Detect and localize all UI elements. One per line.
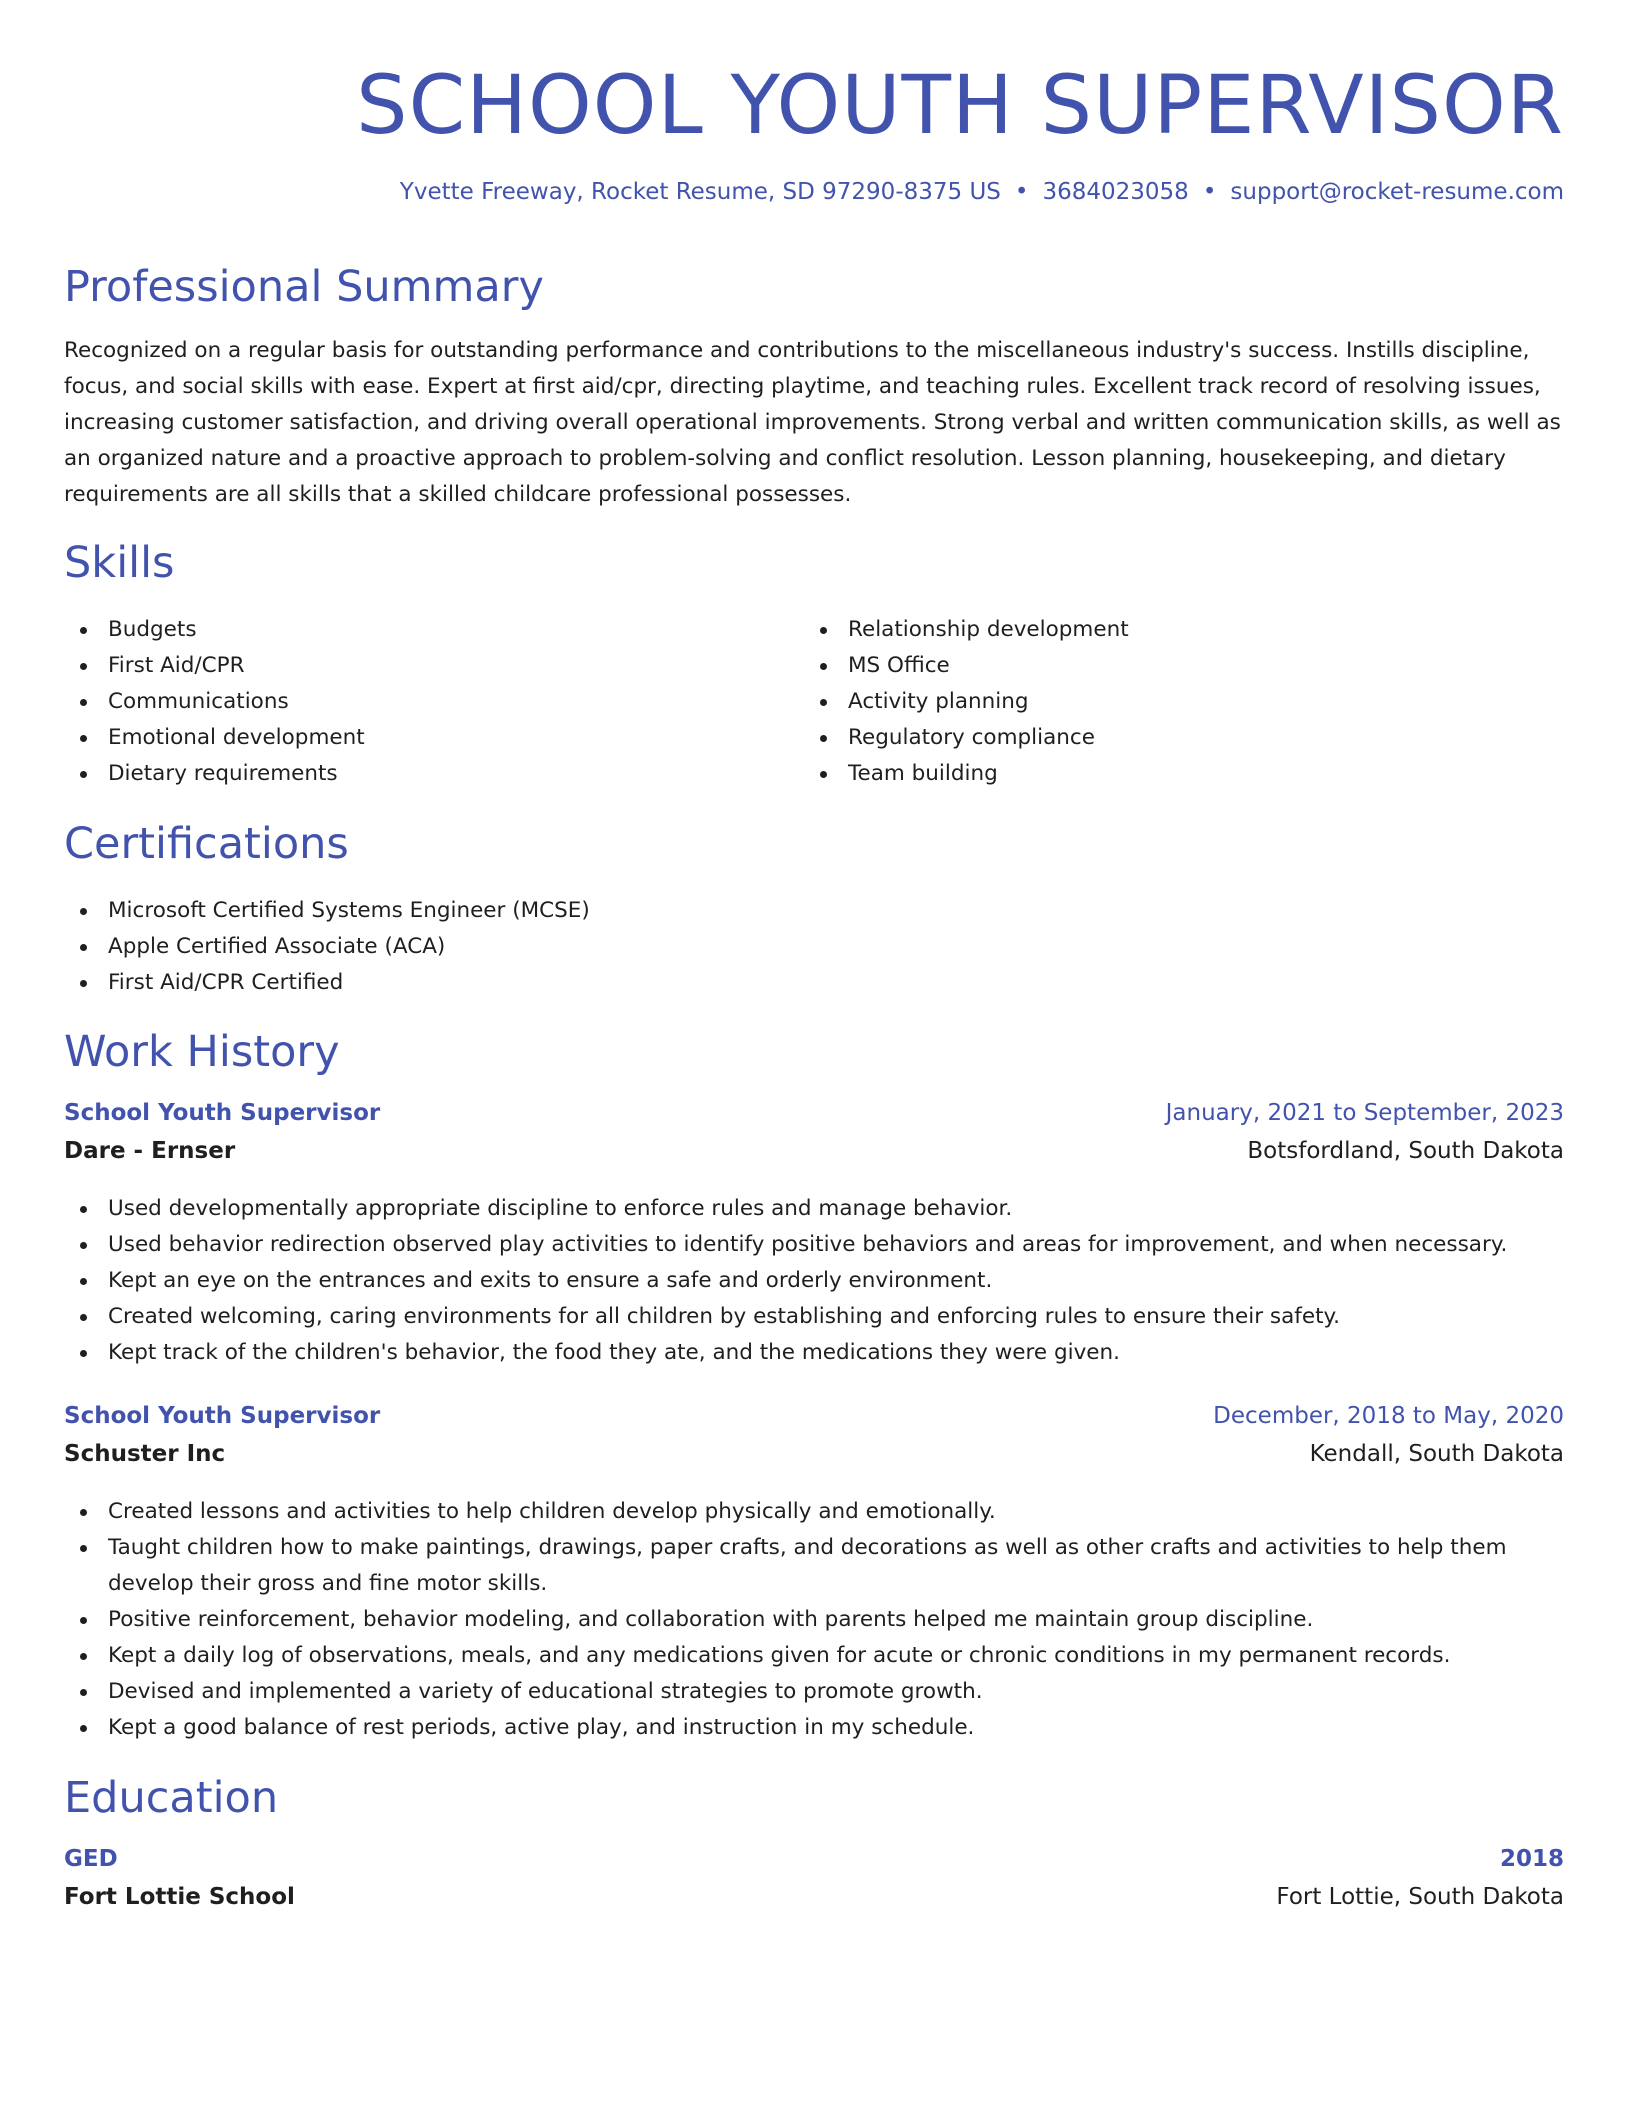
- job-bullet: Devised and implemented a variety of educational strategies to promote growth.: [64, 1674, 1564, 1710]
- job-bullet: Kept an eye on the entrances and exits to ensure a safe and orderly environment.: [64, 1263, 1564, 1299]
- skill-item: First Aid/CPR: [64, 648, 365, 684]
- job-bullet: Kept a daily log of observations, meals, and any medications given for acute or chronic conditions in my permanent records.: [64, 1638, 1564, 1674]
- skill-item: Regulatory compliance: [804, 720, 1129, 756]
- skill-item: Budgets: [64, 612, 365, 648]
- skill-item: Dietary requirements: [64, 756, 365, 792]
- education-year: 2018: [1499, 1846, 1564, 1872]
- contact-address: Yvette Freeway, Rocket Resume, SD 97290-8375 US: [399, 179, 1001, 205]
- certification-item: Microsoft Certified Systems Engineer (MCSE): [64, 893, 590, 929]
- contact-separator: •: [1202, 179, 1217, 205]
- contact-separator: •: [1014, 179, 1029, 205]
- job-dates: December, 2018 to May, 2020: [1213, 1403, 1564, 1429]
- education-school: Fort Lottie School: [64, 1884, 295, 1910]
- section-title-certifications: Certifications: [64, 819, 349, 869]
- resume-name: SCHOOL YOUTH SUPERVISOR: [356, 59, 1564, 153]
- section-title-work-history: Work History: [64, 1027, 340, 1077]
- education-location: Fort Lottie, South Dakota: [1276, 1884, 1564, 1910]
- job-location: Botsfordland, South Dakota: [1247, 1138, 1564, 1164]
- job-dates: January, 2021 to September, 2023: [1165, 1100, 1564, 1126]
- skills-list-left: [64, 612, 365, 792]
- job-title: School Youth Supervisor: [64, 1403, 381, 1429]
- job-bullet: Positive reinforcement, behavior modeling, and collaboration with parents helped me maintain group discipline.: [64, 1602, 1564, 1638]
- job-bullet: Kept a good balance of rest periods, active play, and instruction in my schedule.: [64, 1710, 1564, 1746]
- section-title-education: Education: [64, 1773, 279, 1823]
- section-title-skills: Skills: [64, 538, 175, 588]
- section-title-summary: Professional Summary: [64, 262, 544, 312]
- skills-list-right: [804, 612, 1129, 792]
- skill-item: Communications: [64, 684, 365, 720]
- job-bullet: Used developmentally appropriate discipline to enforce rules and manage behavior.: [64, 1191, 1564, 1227]
- education-degree: GED: [64, 1846, 118, 1872]
- skill-item: Emotional development: [64, 720, 365, 756]
- skill-item: Team building: [804, 756, 1129, 792]
- job-company: Schuster Inc: [64, 1441, 226, 1467]
- certification-item: First Aid/CPR Certified: [64, 965, 590, 1001]
- job-bullet: Used behavior redirection observed play activities to identify positive behaviors and areas for improvement, and when necessary.: [64, 1227, 1564, 1263]
- contact-email[interactable]: support@rocket-resume.com: [1230, 179, 1564, 205]
- skill-item: MS Office: [804, 648, 1129, 684]
- job-bullet: Created welcoming, caring environments for all children by establishing and enforcing rules to ensure their safety.: [64, 1299, 1564, 1335]
- contact-phone: 3684023058: [1042, 179, 1189, 205]
- job-bullets: [64, 1494, 1564, 1746]
- job-location: Kendall, South Dakota: [1309, 1441, 1564, 1467]
- job-company: Dare - Ernser: [64, 1138, 236, 1164]
- certification-item: Apple Certified Associate (ACA): [64, 929, 590, 965]
- skill-item: Activity planning: [804, 684, 1129, 720]
- job-bullet: Taught children how to make paintings, drawings, paper crafts, and decorations as well as other crafts and activities to help them develop their gross and fine motor skills.: [64, 1530, 1564, 1602]
- job-bullet: Created lessons and activities to help children develop physically and emotionally.: [64, 1494, 1564, 1530]
- job-title: School Youth Supervisor: [64, 1100, 381, 1126]
- skill-item: Relationship development: [804, 612, 1129, 648]
- certifications-list: [64, 893, 590, 1001]
- job-bullets: [64, 1191, 1564, 1371]
- resume-page: [64, 0, 1564, 2112]
- summary-text: Recognized on a regular basis for outstanding performance and contributions to the miscellaneous industry's success. Instills discipline, focus, and social skills with ease. Expert at first aid/cpr, directing playtime, and teaching rules. Excellent track record of resolving issues, increasing customer satisfaction, and driving overall operational improvements. Strong verbal and written communication skills, as well as an organized nature and a proactive approach to problem-solving and conflict resolution. Lesson planning, housekeeping, and dietary requirements are all skills that a skilled childcare professional possesses.: [64, 338, 1561, 507]
- job-bullet: Kept track of the children's behavior, the food they ate, and the medications they were given.: [64, 1335, 1564, 1371]
- contact-line: [400, 179, 1564, 205]
